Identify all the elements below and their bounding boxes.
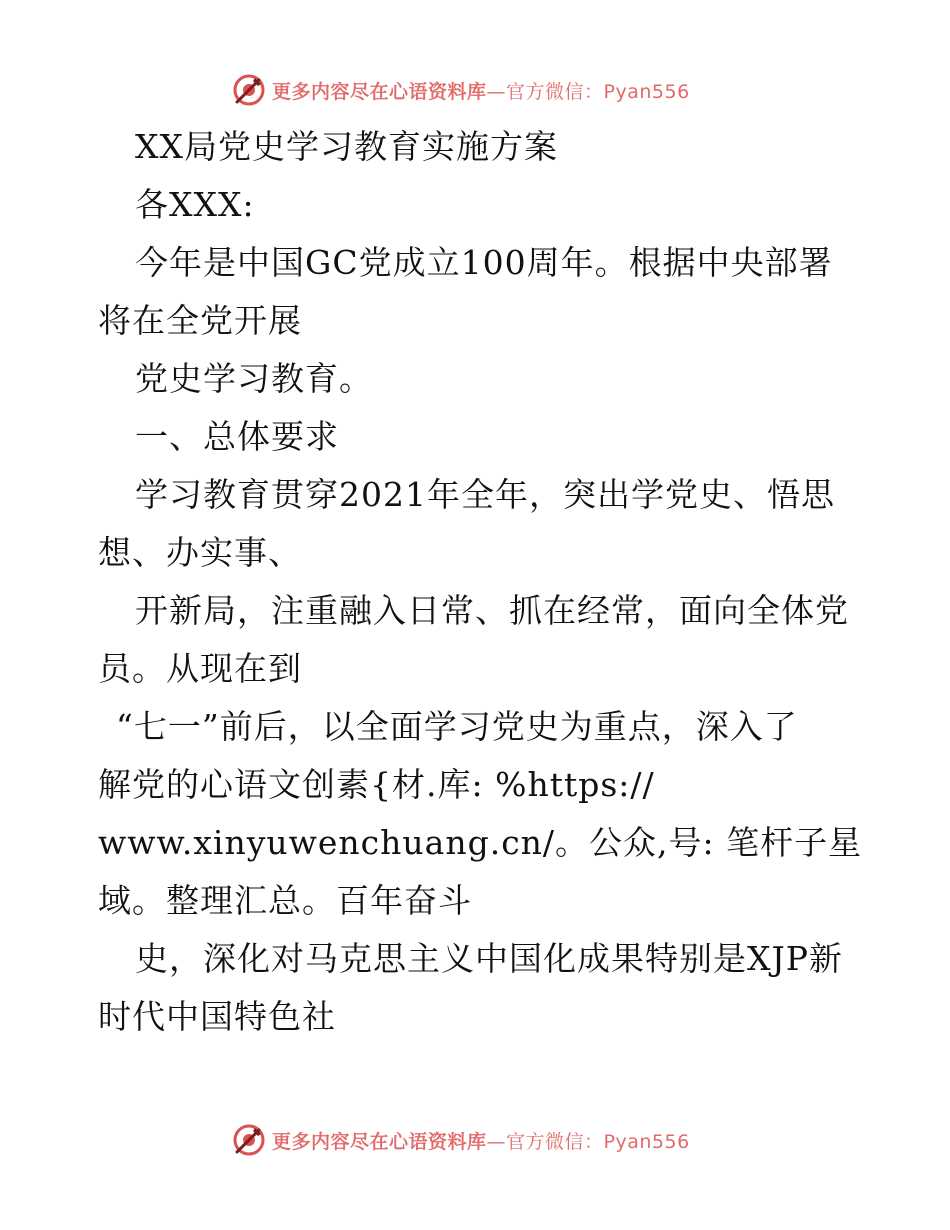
watermark-footer: [232, 1120, 690, 1160]
document-line: 史，深化对马克思主义中国化成果特别是XJP新: [135, 939, 843, 978]
watermark-wechat: 官方微信：Pyan556: [506, 1130, 690, 1153]
document-line: 员。从现在到: [98, 649, 302, 688]
document-line: 学习教育贯穿2021年全年，突出学党史、悟思: [135, 475, 835, 514]
document-line: “七一”前后，以全面学习党史为重点，深入了: [116, 707, 798, 746]
watermark-dash: —: [486, 80, 507, 103]
watermark-wechat: 官方微信：Pyan556: [506, 80, 690, 103]
watermark-header: [232, 70, 690, 110]
pen-logo-icon: [232, 1123, 266, 1157]
watermark-brand: 更多内容尽在心语资料库: [272, 80, 487, 103]
watermark-dash: —: [486, 1130, 507, 1153]
document-line: 一、总体要求: [135, 417, 339, 456]
document-line: 解党的心语文创素{材.库: %https://: [98, 765, 655, 804]
document-line: 党史学习教育。: [135, 359, 373, 398]
watermark-brand: 更多内容尽在心语资料库: [272, 1130, 487, 1153]
watermark-text: [272, 1127, 690, 1154]
document-line: 今年是中国GC党成立100周年。根据中央部署: [135, 243, 833, 282]
document-line: XX局党史学习教育实施方案: [135, 127, 558, 166]
document-line: 时代中国特色社: [98, 997, 336, 1036]
document-line: 将在全党开展: [98, 301, 302, 340]
watermark-text: [272, 77, 690, 104]
document-line: 开新局，注重融入日常、抓在经常，面向全体党: [135, 591, 849, 630]
document-body: [98, 118, 868, 1046]
document-line: 想、办实事、: [98, 533, 302, 572]
document-line: www.xinyuwenchuang.cn/。公众,号: 笔杆子星: [98, 823, 863, 862]
document-line: 域。整理汇总。百年奋斗: [98, 881, 472, 920]
document-line: 各XXX:: [135, 185, 255, 224]
pen-logo-icon: [232, 73, 266, 107]
